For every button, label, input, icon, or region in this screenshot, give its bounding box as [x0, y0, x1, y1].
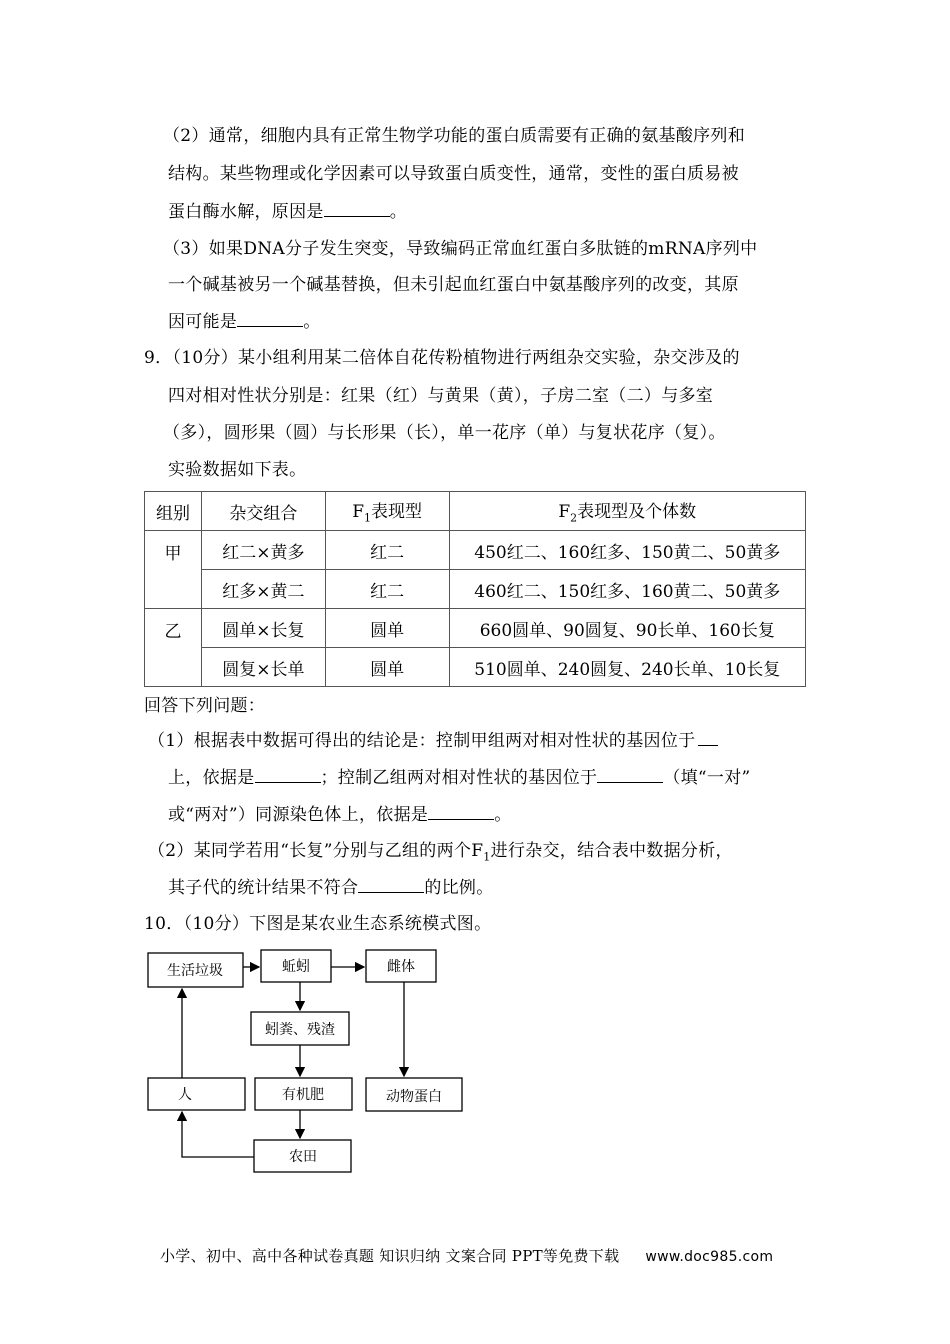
label-animal-protein: 动物蛋白	[386, 1089, 442, 1105]
q8-p2-line3	[168, 201, 407, 223]
q8-p2-line2: 结构。某些物理或化学因素可以导致蛋白质变性，通常，变性的蛋白质易被	[168, 164, 739, 184]
q9-p1-line2-text-a: 上，依据是	[168, 768, 255, 788]
q9-line3: （多），圆形果（圆）与长形果（长），单一花序（单）与复状花序（复）。	[163, 423, 726, 443]
f2-cell: 450红二、160红多、150黄二、50黄多	[449, 531, 805, 570]
q8-p3-line2: 一个碱基被另一个碱基替换，但未引起血红蛋白中氨基酸序列的改变，其原	[168, 275, 739, 295]
label-organic-fertilizer: 有机肥	[282, 1087, 324, 1103]
table-row	[145, 531, 806, 570]
f2-cell: 460红二、150红多、160黄二、50黄多	[449, 570, 805, 609]
q9-p2-line1-text-b: 进行杂交，结合表中数据分析，	[490, 841, 733, 861]
answer-blank	[237, 312, 303, 327]
table-row	[145, 609, 806, 648]
q9-p1-line3-end: 。	[494, 805, 512, 825]
page-footer	[160, 1245, 773, 1266]
answer-blank	[428, 805, 494, 820]
q9-line4: 实验数据如下表。	[168, 460, 307, 480]
q8-p2-line3-text: 蛋白酶水解，原因是	[168, 202, 324, 222]
f2-cell: 510圆单、240圆复、240长单、10长复	[449, 648, 805, 687]
q9-answer-intro: 回答下列问题：	[144, 696, 266, 716]
cross-cell: 圆复×长单	[201, 648, 325, 687]
q9-p2-line1-text-a: （2）某同学若用“长复”分别与乙组的两个F	[148, 841, 484, 861]
table-row	[145, 648, 806, 687]
ecosystem-diagram	[140, 945, 480, 1185]
q9-p1-line1-text: （1）根据表中数据可得出的结论是：控制甲组两对相对性状的基因位于	[148, 731, 696, 751]
f1-cell: 圆单	[325, 648, 449, 687]
q9-p2-subscript: 1	[483, 850, 491, 864]
f2-cell: 660圆单、90圆复、90长单、160长复	[449, 609, 805, 648]
cross-cell: 红二×黄多	[201, 531, 325, 570]
q9-p2-line1	[148, 840, 733, 868]
label-earthworm: 蚯蚓	[282, 959, 310, 975]
box-human	[148, 1078, 245, 1110]
footer-url[interactable]: www.doc985.com	[645, 1249, 774, 1265]
group-cell: 甲	[145, 531, 202, 609]
q8-p3-line3-text: 因可能是	[168, 312, 238, 332]
f1-cell: 红二	[325, 531, 449, 570]
arrow-farmland-to-human	[182, 1112, 254, 1157]
answer-blank	[358, 878, 424, 893]
f1-cell: 圆单	[325, 609, 449, 648]
q9-p1-line1	[148, 730, 718, 752]
answer-blank	[698, 731, 718, 746]
q9-line2: 四对相对性状分别是：红果（红）与黄果（黄），子房二室（二）与多室	[168, 386, 714, 406]
q10-title: 10．（10分）下图是某农业生态系统模式图。	[144, 914, 492, 934]
answer-blank	[324, 202, 390, 217]
q9-p2-line2-text-a: 其子代的统计结果不符合	[168, 878, 359, 898]
data-table	[144, 491, 806, 687]
header-f2: $F_2$表现型及个体数	[449, 492, 805, 531]
header-f1: $F_1$表现型	[325, 492, 449, 531]
q9-p1-line2	[168, 767, 751, 789]
header-cross: 杂交组合	[201, 492, 325, 531]
q9-p2-line2	[168, 877, 494, 899]
f1-cell: 红二	[325, 570, 449, 609]
q8-p2-line3-end: 。	[389, 202, 408, 222]
q8-p3-line3	[168, 311, 321, 333]
label-human: 人	[178, 1087, 192, 1103]
footer-text: 小学、初中、高中各种试卷真题 知识归纳 文案合同 PPT等免费下载	[160, 1247, 620, 1265]
q9-line1: 9．（10分）某小组利用某二倍体自花传粉植物进行两组杂交实验，杂交涉及的	[144, 348, 740, 368]
table-row	[145, 570, 806, 609]
label-household-waste: 生活垃圾	[167, 963, 223, 979]
q9-p2-line2-text-b: 的比例。	[424, 878, 494, 898]
q8-p3-line3-end: 。	[303, 312, 321, 332]
q9-p1-line3-text: 或“两对”）同源染色体上，依据是	[168, 805, 429, 825]
q9-p1-line3	[168, 804, 512, 826]
q9-p1-line2-text-b: ；控制乙组两对相对性状的基因位于	[320, 768, 598, 788]
group-cell: 乙	[145, 609, 202, 687]
label-manure-residue: 蚓粪、残渣	[265, 1022, 335, 1038]
label-farmland: 农田	[289, 1149, 317, 1165]
answer-blank	[597, 768, 663, 783]
cross-cell: 红多×黄二	[201, 570, 325, 609]
answer-blank	[255, 768, 321, 783]
q8-p3-line1: （3）如果DNA分子发生突变，导致编码正常血红蛋白多肽链的mRNA序列中	[163, 239, 758, 259]
cross-cell: 圆单×长复	[201, 609, 325, 648]
q9-p1-line2-text-c: （填“一对”	[663, 768, 751, 788]
label-female-body: 雌体	[387, 959, 415, 975]
header-group: 组别	[145, 492, 202, 531]
table-header-row	[145, 492, 806, 531]
q8-p2-line1: （2）通常，细胞内具有正常生物学功能的蛋白质需要有正确的氨基酸序列和	[163, 126, 746, 146]
